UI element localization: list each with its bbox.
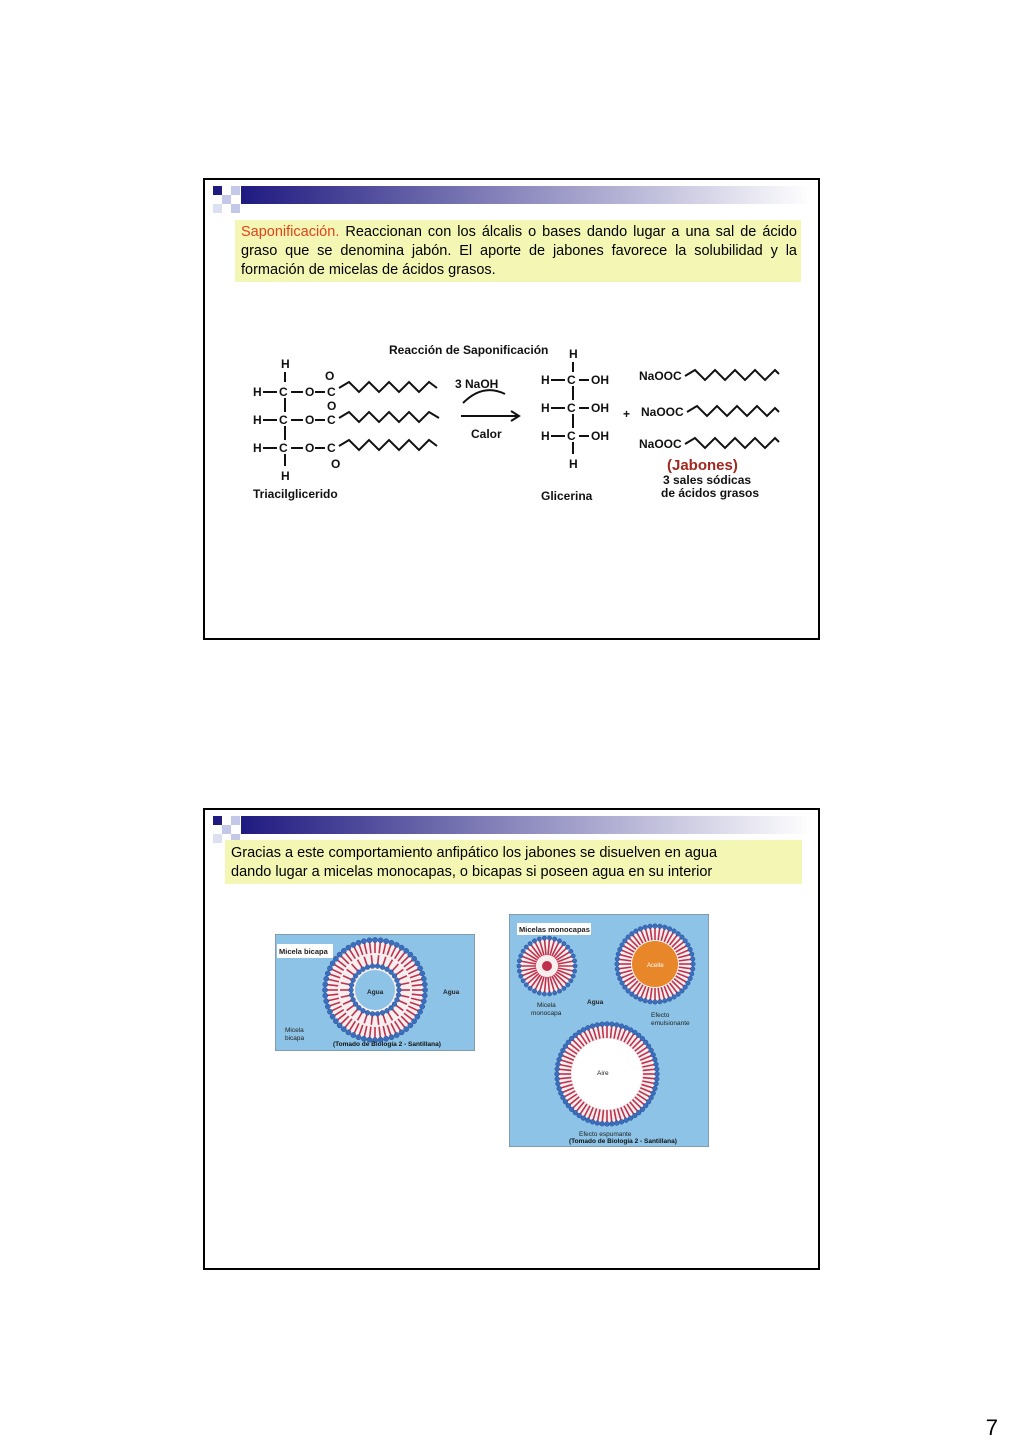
lipid-head bbox=[610, 1022, 615, 1027]
lipid-head bbox=[618, 976, 623, 981]
lipid-head bbox=[624, 1025, 629, 1030]
lipid-head bbox=[422, 987, 427, 992]
lipid-head bbox=[417, 966, 422, 971]
lipid-head bbox=[689, 972, 694, 977]
page-number: 7 bbox=[985, 1415, 998, 1440]
lipid-head bbox=[562, 986, 566, 990]
lipid-head bbox=[658, 924, 663, 929]
lipid-head bbox=[370, 964, 375, 969]
lipid-head bbox=[563, 1099, 568, 1104]
lipid-head bbox=[654, 1081, 659, 1086]
lipid-head bbox=[569, 949, 573, 953]
lipid-head bbox=[323, 993, 328, 998]
atom: C bbox=[279, 441, 288, 455]
lipid-head bbox=[654, 1062, 659, 1067]
lipid-head bbox=[616, 972, 621, 977]
lipid-head bbox=[542, 992, 546, 996]
lipid-head bbox=[605, 1022, 610, 1027]
lipid-head bbox=[600, 1121, 605, 1126]
atom: H bbox=[541, 373, 550, 387]
atom: O bbox=[325, 369, 335, 383]
callout-text: Reaccionan con los álcalis o bases dando lugar a una sal de ácido graso que se denomina jabón. El aporte de jabones favorece la solubilidad y la formación de micelas de ácidos grasos. bbox=[241, 224, 797, 278]
lipid-head bbox=[610, 1121, 615, 1126]
lipid-head bbox=[630, 932, 635, 937]
lipid-head bbox=[333, 956, 338, 961]
lipid-head bbox=[519, 974, 523, 978]
lipid-head bbox=[528, 986, 532, 990]
emulsifying-label: emulsionante bbox=[651, 1020, 690, 1027]
lipid-head bbox=[634, 995, 639, 1000]
lipid-head bbox=[643, 998, 648, 1003]
atom: H bbox=[569, 457, 578, 471]
atom: C bbox=[567, 373, 576, 387]
lipid-head bbox=[565, 945, 569, 949]
lipid-head bbox=[351, 942, 356, 947]
lipid-head bbox=[649, 1095, 654, 1100]
lipid-head bbox=[420, 1004, 425, 1009]
lipid-head bbox=[330, 1014, 335, 1019]
lipid-head bbox=[552, 991, 556, 995]
lipid-head bbox=[623, 939, 628, 944]
lipid-head bbox=[325, 1004, 330, 1009]
lipid-head bbox=[365, 1010, 370, 1015]
lipid-head bbox=[585, 1118, 590, 1123]
bilayer-side-label: bicapa bbox=[285, 1035, 305, 1042]
lipid-head bbox=[351, 978, 356, 983]
reaction-curve bbox=[463, 390, 505, 403]
lipid-head bbox=[547, 992, 551, 996]
lipid-head bbox=[349, 988, 354, 993]
lipid-head bbox=[537, 937, 541, 941]
lipid-head bbox=[422, 982, 427, 987]
lipid-head bbox=[411, 1019, 416, 1024]
lipid-head bbox=[562, 941, 566, 945]
atom: H bbox=[281, 469, 290, 483]
atom: C bbox=[327, 441, 336, 455]
lipid-head bbox=[375, 1011, 380, 1016]
bilayer-inner-label: Agua bbox=[367, 989, 384, 996]
atom: H bbox=[541, 429, 550, 443]
triglyceride-label: Triacilglicerido bbox=[253, 487, 338, 501]
lipid-head bbox=[638, 997, 643, 1002]
lipid-head bbox=[581, 1116, 586, 1121]
lipid-head bbox=[577, 1030, 582, 1035]
lipid-head bbox=[330, 961, 335, 966]
lipid-head bbox=[370, 1011, 375, 1016]
lipid-head bbox=[555, 1077, 560, 1082]
lipid-head bbox=[524, 945, 528, 949]
lipid-head bbox=[572, 959, 576, 963]
lipid-head bbox=[337, 1023, 342, 1028]
lipid-head bbox=[399, 1030, 404, 1035]
lipid-head bbox=[571, 974, 575, 978]
small-micelle-label: monocapa bbox=[531, 1010, 562, 1017]
lipid-head bbox=[561, 1095, 566, 1100]
lipid-head bbox=[689, 952, 694, 957]
lipid-head bbox=[380, 965, 385, 970]
bilayer-side-label: Micela bbox=[285, 1027, 304, 1034]
lipid-head bbox=[628, 1028, 633, 1033]
lipid-head bbox=[615, 967, 620, 972]
lipid-head bbox=[653, 924, 658, 929]
naooc-label: NaOOC bbox=[639, 437, 682, 451]
monolayer-micelles-figure bbox=[509, 914, 709, 1147]
lipid-head bbox=[646, 1044, 651, 1049]
lipid-head bbox=[615, 962, 620, 967]
monolayer-credit: (Tomado de Biología 2 - Santillana) bbox=[569, 1138, 677, 1145]
lipid-head bbox=[389, 970, 394, 975]
lipid-head bbox=[565, 983, 569, 987]
slide-header-decoration bbox=[205, 180, 818, 220]
fatty-chain-3 bbox=[339, 440, 437, 450]
reagent-label: 3 NaOH bbox=[455, 377, 499, 391]
lipid-head bbox=[643, 925, 648, 930]
lipid-head bbox=[327, 1009, 332, 1014]
lipid-head bbox=[325, 971, 330, 976]
lipid-head bbox=[614, 1023, 619, 1028]
atom: O bbox=[305, 413, 315, 427]
lipid-head bbox=[619, 1119, 624, 1124]
lipid-head bbox=[556, 1081, 561, 1086]
lipid-head bbox=[357, 1005, 362, 1010]
lipid-head bbox=[667, 927, 672, 932]
lipid-head bbox=[396, 983, 401, 988]
lipid-head bbox=[667, 997, 672, 1002]
water-label: Agua bbox=[587, 999, 604, 1006]
lipid-head bbox=[590, 1119, 595, 1124]
lipid-head bbox=[690, 967, 695, 972]
lipid-head bbox=[367, 938, 372, 943]
callout-line: Gracias a este comportamiento anfipático los jabones se disuelven en agua bbox=[231, 845, 718, 861]
lipid-head bbox=[542, 936, 546, 940]
lipid-head bbox=[392, 973, 397, 978]
saponification-reaction-figure bbox=[249, 338, 785, 508]
lipid-head bbox=[686, 981, 691, 986]
callout-line: dando lugar a micelas monocapas, o bicapas si poseen agua en su interior bbox=[231, 864, 713, 880]
lipid-head bbox=[341, 1026, 346, 1031]
atom: H bbox=[253, 413, 262, 427]
lipid-head bbox=[421, 999, 426, 1004]
lipid-head bbox=[556, 1062, 561, 1067]
lipid-head bbox=[605, 1122, 610, 1127]
lipid-head bbox=[361, 967, 366, 972]
lipid-head bbox=[626, 935, 631, 940]
slide-saponification bbox=[203, 178, 820, 640]
lipid-head bbox=[324, 976, 329, 981]
fatty-chain-1 bbox=[339, 382, 437, 392]
lipid-head bbox=[397, 988, 402, 993]
lipid-head bbox=[648, 924, 653, 929]
lipid-head bbox=[676, 932, 681, 937]
lipid-head bbox=[590, 1024, 595, 1029]
lipid-head bbox=[337, 952, 342, 957]
lipid-head bbox=[415, 1014, 420, 1019]
bilayer-title: Micela bicapa bbox=[279, 947, 328, 956]
lipid-head bbox=[624, 1118, 629, 1123]
lipid-head bbox=[615, 957, 620, 962]
plus-sign: + bbox=[623, 407, 631, 421]
foaming-label: Efecto espumante bbox=[579, 1131, 632, 1138]
lipid-head bbox=[683, 939, 688, 944]
lipid-head bbox=[557, 1086, 562, 1091]
lipid-head bbox=[651, 1052, 656, 1057]
atom: C bbox=[327, 413, 336, 427]
lipid-head bbox=[389, 1005, 394, 1010]
bilayer-micelle-figure bbox=[275, 934, 475, 1051]
lipid-head bbox=[676, 992, 681, 997]
lipid-head bbox=[595, 1023, 600, 1028]
glycerin-label: Glicerina bbox=[541, 489, 593, 503]
lipid-head bbox=[619, 1024, 624, 1029]
lipid-head bbox=[572, 969, 576, 973]
lipid-head bbox=[686, 943, 691, 948]
lipid-head bbox=[632, 1113, 637, 1118]
lipid-head bbox=[680, 935, 685, 940]
atom: C bbox=[279, 385, 288, 399]
lipid-head bbox=[404, 948, 409, 953]
lipid-head bbox=[571, 954, 575, 958]
bilayer-credit: (Tomado de Biología 2 - Santillana) bbox=[333, 1041, 441, 1048]
lipid-head bbox=[415, 961, 420, 966]
lipid-head bbox=[649, 1048, 654, 1053]
atom: O bbox=[305, 385, 315, 399]
lipid-head bbox=[361, 1008, 366, 1013]
emulsifying-label: Efecto bbox=[651, 1012, 670, 1019]
lipid-head bbox=[420, 971, 425, 976]
lipid-head bbox=[365, 965, 370, 970]
lipid-head bbox=[353, 973, 358, 978]
lipid-head bbox=[648, 999, 653, 1004]
lipid-head bbox=[537, 991, 541, 995]
lipid-head bbox=[557, 1057, 562, 1062]
lipid-head bbox=[655, 1072, 660, 1077]
lipid-head bbox=[547, 936, 551, 940]
lipid-head bbox=[638, 927, 643, 932]
lipid-head bbox=[595, 1121, 600, 1126]
lipid-head bbox=[585, 1025, 590, 1030]
soap-chain-2 bbox=[687, 406, 779, 416]
fatty-chain-2 bbox=[339, 412, 439, 422]
lipid-head bbox=[691, 962, 696, 967]
lipid-head bbox=[346, 945, 351, 950]
lipid-head bbox=[395, 997, 400, 1002]
slide-micelles bbox=[203, 808, 820, 1270]
lipid-head bbox=[654, 1077, 659, 1082]
soaps-description: 3 sales sódicas bbox=[663, 473, 752, 487]
lipid-head bbox=[614, 1121, 619, 1126]
lipid-head bbox=[351, 997, 356, 1002]
lipid-head bbox=[411, 956, 416, 961]
lipid-head bbox=[389, 1035, 394, 1040]
lipid-head bbox=[392, 1002, 397, 1007]
soaps-label: (Jabones) bbox=[667, 457, 738, 474]
soaps-description: de ácidos grasos bbox=[661, 486, 760, 500]
lipid-head bbox=[357, 970, 362, 975]
lipid-head bbox=[372, 937, 377, 942]
figure-title: Reacción de Saponificación bbox=[389, 343, 549, 357]
lipid-head bbox=[628, 1116, 633, 1121]
atom: H bbox=[541, 401, 550, 415]
lipid-head bbox=[375, 964, 380, 969]
lipid-head bbox=[651, 1091, 656, 1096]
lipid-head bbox=[346, 1030, 351, 1035]
lipid-head bbox=[356, 1035, 361, 1040]
lipid-head bbox=[616, 952, 621, 957]
lipid-head bbox=[404, 1026, 409, 1031]
lipid-head bbox=[600, 1022, 605, 1027]
lipid-head bbox=[361, 939, 366, 944]
lipid-head bbox=[421, 976, 426, 981]
small-micelle-label: Micela bbox=[537, 1002, 556, 1009]
lipid-head bbox=[688, 976, 693, 981]
oil-label: Aceite bbox=[647, 963, 664, 969]
lipid-head bbox=[555, 1072, 560, 1077]
lipid-head bbox=[663, 998, 668, 1003]
atom: C bbox=[567, 401, 576, 415]
lipid-head bbox=[517, 964, 521, 968]
lipid-head bbox=[353, 1002, 358, 1007]
micelle-core bbox=[542, 961, 552, 971]
lipid-head bbox=[558, 1052, 563, 1057]
lipid-head bbox=[557, 989, 561, 993]
lipid-head bbox=[634, 929, 639, 934]
lipid-head bbox=[620, 981, 625, 986]
lipid-head bbox=[569, 979, 573, 983]
lipid-head bbox=[351, 1032, 356, 1037]
air-label: Aire bbox=[597, 1070, 609, 1077]
lipid-head bbox=[394, 942, 399, 947]
amphipathic-callout bbox=[225, 840, 802, 884]
lipid-head bbox=[663, 925, 668, 930]
lipid-head bbox=[399, 945, 404, 950]
group-oh: OH bbox=[591, 401, 609, 415]
lipid-head bbox=[690, 957, 695, 962]
lipid-head bbox=[378, 938, 383, 943]
lipid-head bbox=[680, 989, 685, 994]
lipid-head bbox=[532, 989, 536, 993]
lipid-head bbox=[384, 939, 389, 944]
lipid-head bbox=[618, 947, 623, 952]
atom: C bbox=[279, 413, 288, 427]
lipid-head bbox=[653, 1000, 658, 1005]
atom: H bbox=[569, 347, 578, 361]
group-oh: OH bbox=[591, 429, 609, 443]
lipid-head bbox=[652, 1057, 657, 1062]
lipid-head bbox=[532, 939, 536, 943]
lipid-head bbox=[333, 1019, 338, 1024]
lipid-head bbox=[524, 983, 528, 987]
soap-chain-3 bbox=[685, 438, 779, 448]
lipid-head bbox=[395, 978, 400, 983]
lipid-head bbox=[623, 985, 628, 990]
lipid-head bbox=[555, 1067, 560, 1072]
lipid-head bbox=[552, 937, 556, 941]
lipid-head bbox=[422, 993, 427, 998]
lipid-head bbox=[528, 941, 532, 945]
lipid-head bbox=[630, 992, 635, 997]
atom: O bbox=[305, 441, 315, 455]
lipid-head bbox=[521, 949, 525, 953]
lipid-head bbox=[389, 940, 394, 945]
atom: H bbox=[281, 357, 290, 371]
lipid-head bbox=[327, 966, 332, 971]
lipid-head bbox=[654, 1067, 659, 1072]
definition-callout bbox=[235, 220, 801, 282]
lipid-head bbox=[672, 995, 677, 1000]
lipid-head bbox=[322, 987, 327, 992]
lipid-head bbox=[672, 929, 677, 934]
monolayer-title: Micelas monocapas bbox=[519, 925, 590, 934]
lipid-head bbox=[394, 1032, 399, 1037]
lipid-head bbox=[385, 1008, 390, 1013]
atom: H bbox=[253, 385, 262, 399]
lipid-head bbox=[658, 999, 663, 1004]
lipid-head bbox=[396, 993, 401, 998]
lipid-head bbox=[517, 959, 521, 963]
atom: H bbox=[253, 441, 262, 455]
lipid-head bbox=[380, 1010, 385, 1015]
lipid-head bbox=[688, 947, 693, 952]
lipid-head bbox=[349, 983, 354, 988]
group-oh: OH bbox=[591, 373, 609, 387]
bilayer-outer-label: Agua bbox=[443, 989, 460, 996]
lipid-head bbox=[581, 1028, 586, 1033]
lipid-head bbox=[517, 969, 521, 973]
lipid-head bbox=[349, 993, 354, 998]
lipid-head bbox=[557, 939, 561, 943]
lipid-head bbox=[521, 979, 525, 983]
lipid-head bbox=[417, 1009, 422, 1014]
atom: C bbox=[567, 429, 576, 443]
atom: O bbox=[327, 399, 337, 413]
atom: C bbox=[327, 385, 336, 399]
lipid-head bbox=[652, 1086, 657, 1091]
lipid-head bbox=[408, 1023, 413, 1028]
lipid-head bbox=[683, 985, 688, 990]
lipid-head bbox=[324, 999, 329, 1004]
lipid-head bbox=[408, 952, 413, 957]
lipid-head bbox=[626, 989, 631, 994]
lipid-head bbox=[573, 964, 577, 968]
atom: O bbox=[331, 457, 341, 471]
lipid-head bbox=[323, 982, 328, 987]
lipid-head bbox=[558, 1091, 563, 1096]
soap-chain-1 bbox=[685, 370, 779, 380]
lipid-head bbox=[620, 943, 625, 948]
condition-label: Calor bbox=[471, 427, 502, 441]
lipid-head bbox=[341, 948, 346, 953]
callout-highlight: Saponificación. bbox=[241, 224, 340, 240]
naooc-label: NaOOC bbox=[639, 369, 682, 383]
lipid-head bbox=[385, 967, 390, 972]
lipid-head bbox=[356, 940, 361, 945]
lipid-head bbox=[561, 1048, 566, 1053]
naooc-label: NaOOC bbox=[641, 405, 684, 419]
lipid-head bbox=[519, 954, 523, 958]
